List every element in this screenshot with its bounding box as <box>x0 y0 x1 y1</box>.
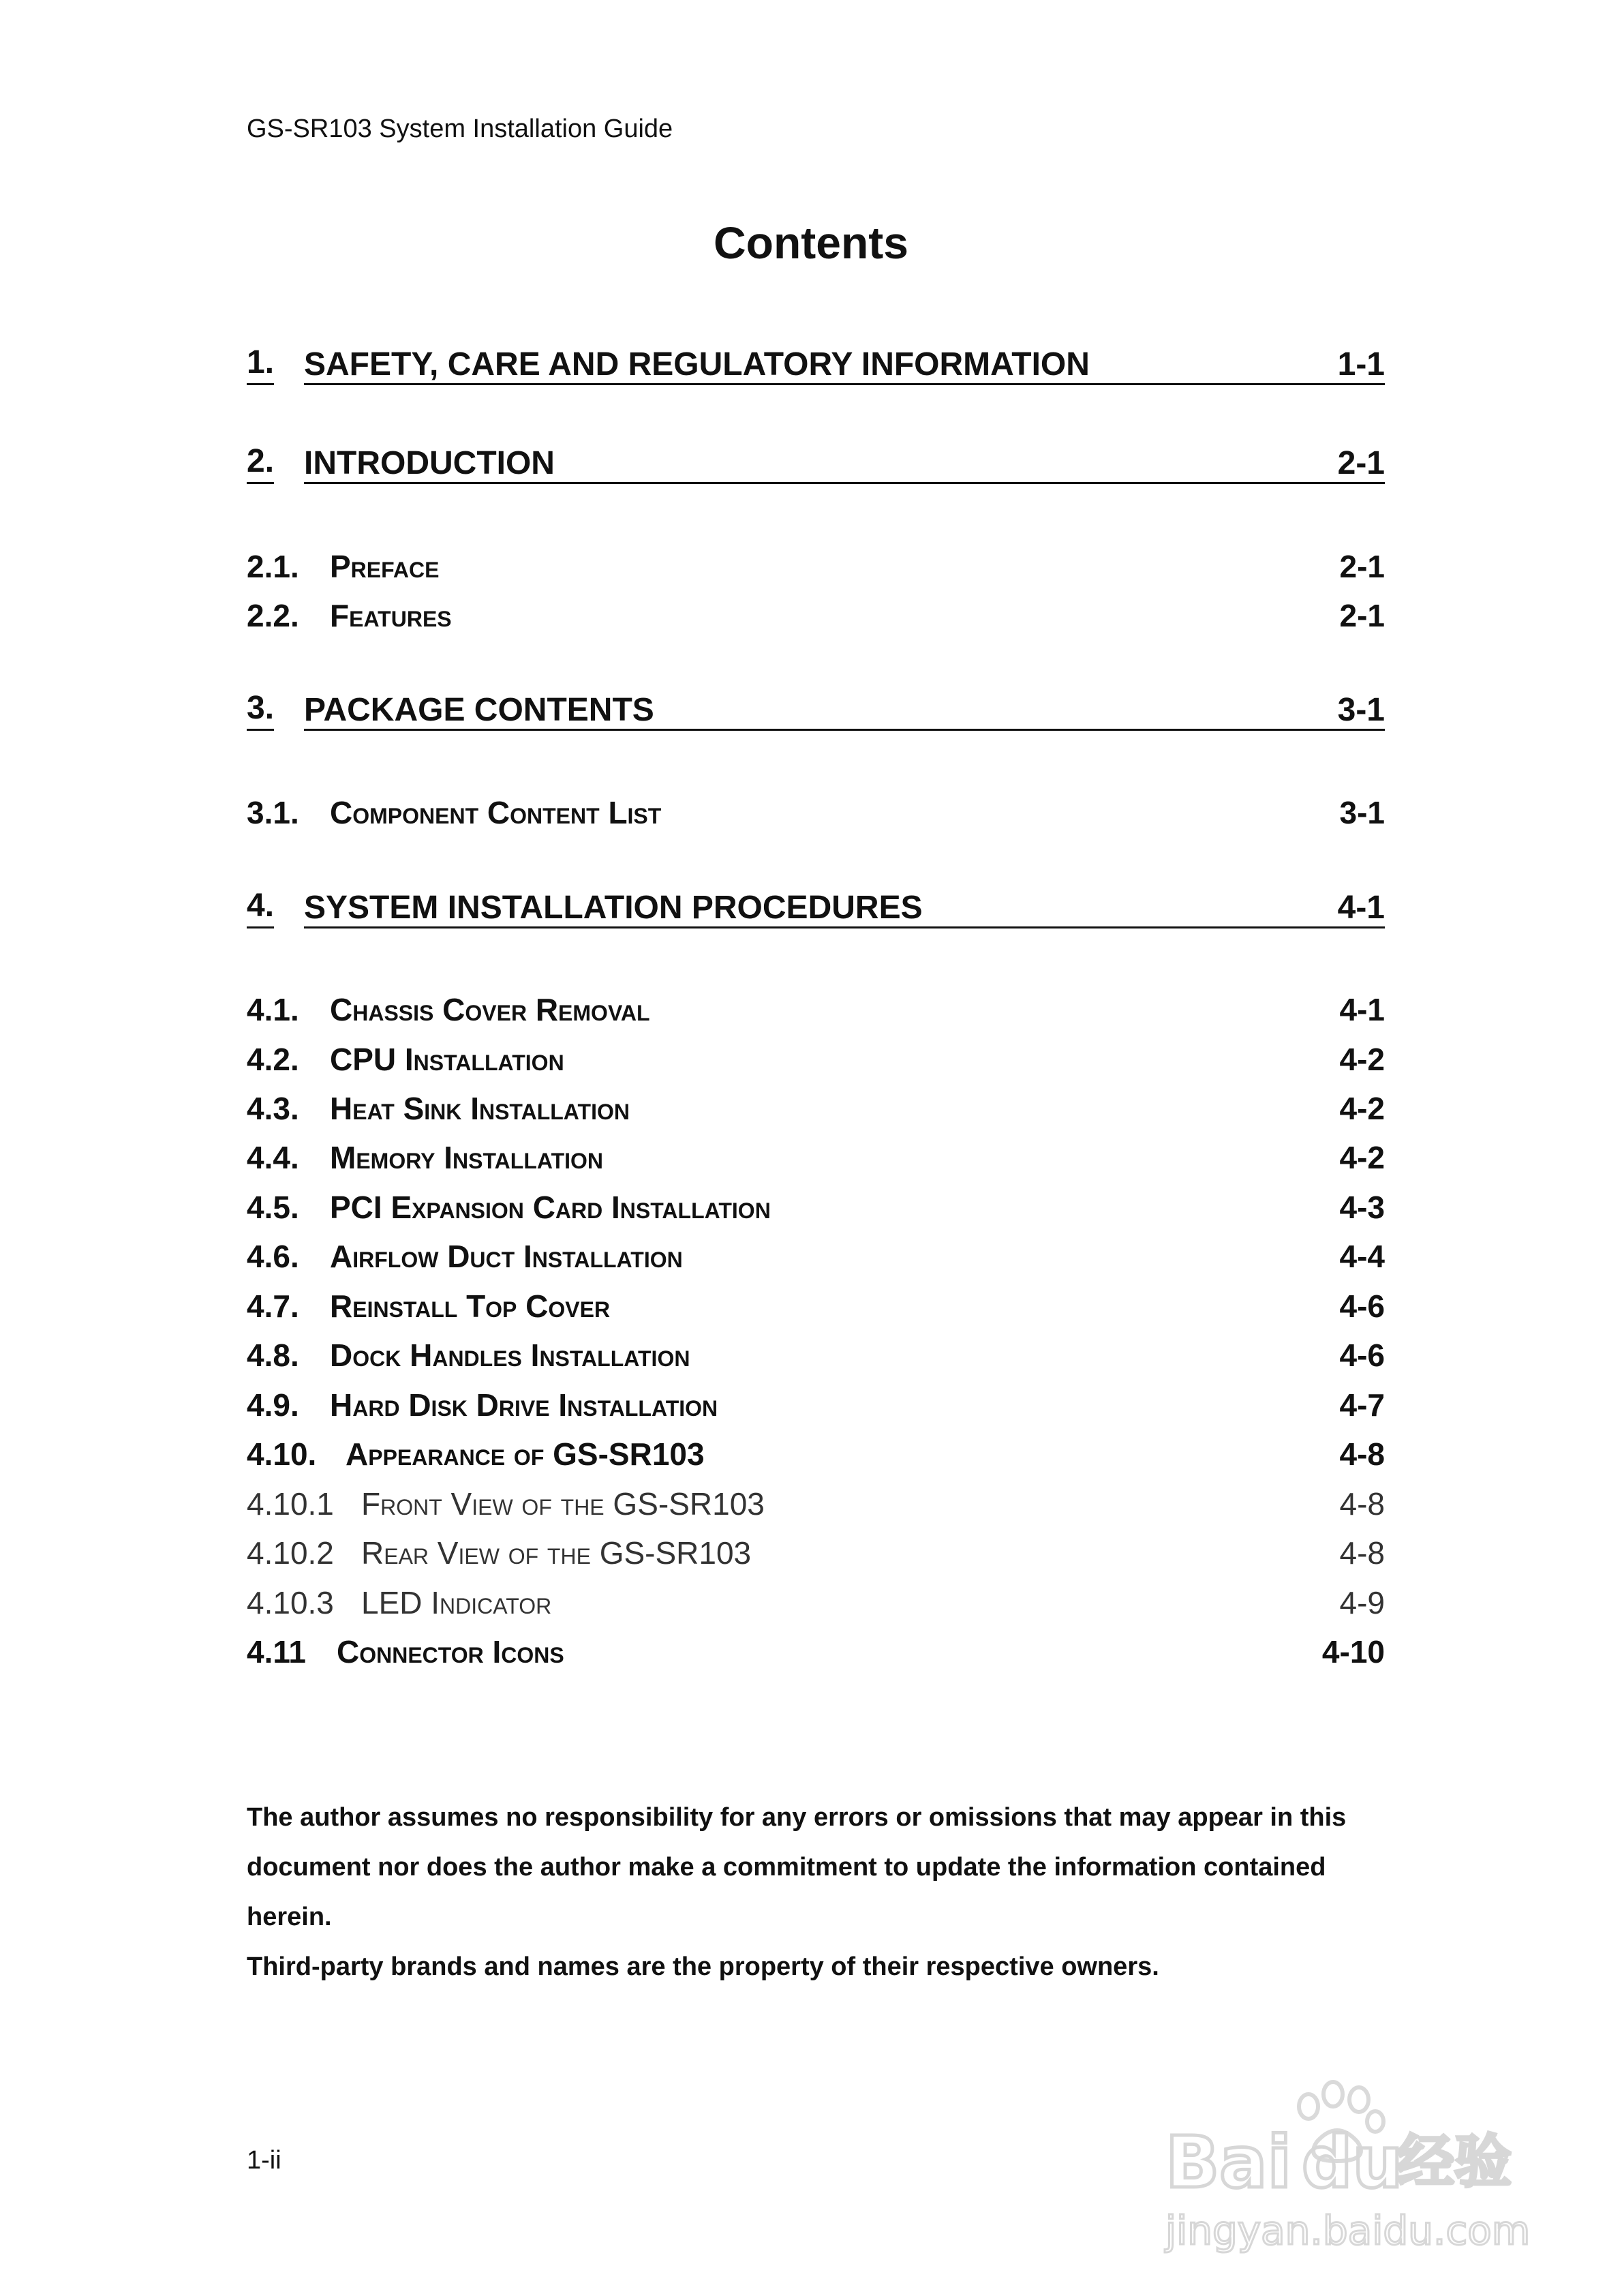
toc-section-4-6[interactable] <box>247 1233 1385 1276</box>
toc-label: Dock Handles Installation <box>330 1338 690 1373</box>
toc-page: 1-1 <box>1337 346 1385 382</box>
toc-label: PCI Expansion Card Installation <box>330 1190 771 1225</box>
toc-label: Memory Installation <box>330 1140 604 1175</box>
toc-page: 2-1 <box>1337 445 1385 481</box>
toc-page: 4-6 <box>1339 1338 1385 1373</box>
toc-label: INTRODUCTION <box>304 445 555 481</box>
toc-page: 4-10 <box>1321 1634 1385 1670</box>
toc-label: Rear View of the GS-SR103 <box>361 1535 752 1571</box>
toc-page: 4-1 <box>1339 992 1385 1027</box>
watermark-brand-2: du <box>1302 2121 1403 2204</box>
toc-number: 4.8. <box>247 1338 299 1373</box>
toc-number: 3.1. <box>247 795 299 830</box>
toc-section-4-1[interactable] <box>247 986 1385 1029</box>
toc-section-4-2[interactable] <box>247 1036 1385 1079</box>
toc-page: 2-1 <box>1339 598 1385 633</box>
toc-section-4-7[interactable] <box>247 1282 1385 1326</box>
toc-label: Preface <box>330 549 440 584</box>
toc-page: 4-8 <box>1339 1535 1385 1571</box>
toc-label: Connector Icons <box>337 1634 564 1670</box>
toc-section-2-1[interactable] <box>247 543 1385 586</box>
toc-page: 4-6 <box>1339 1288 1385 1324</box>
toc-section-4-4[interactable] <box>247 1134 1385 1177</box>
disclaimer-paragraph: The author assumes no responsibility for any errors or omissions that may appear in this document nor does the author make a commitment to update the information contained herein. <box>247 1803 1347 1931</box>
toc-section-2-2[interactable] <box>247 592 1385 635</box>
toc-label: Front View of the GS-SR103 <box>361 1486 765 1522</box>
toc-number: 4.2. <box>247 1042 299 1077</box>
toc-number: 4.1. <box>247 992 299 1027</box>
watermark-cn-label: 经验 <box>1397 2128 1512 2195</box>
toc-chapter-3[interactable] <box>247 690 1385 734</box>
toc-chapter-2[interactable] <box>247 443 1385 487</box>
toc-number: 4.10.1 <box>247 1486 334 1522</box>
toc-page: 4-8 <box>1339 1486 1385 1522</box>
page-number: 1-ii <box>247 2146 281 2175</box>
toc-subsection-4-10-2[interactable] <box>247 1529 1385 1573</box>
toc-section-4-11[interactable] <box>247 1628 1385 1672</box>
toc-label: Features <box>330 598 452 633</box>
toc-label: Heat Sink Installation <box>330 1091 630 1126</box>
toc-number: 2. <box>247 445 274 484</box>
toc-number: 4.10.3 <box>247 1585 334 1620</box>
toc-number: 4.3. <box>247 1091 299 1126</box>
toc-page: 4-3 <box>1339 1190 1385 1225</box>
toc-label: Appearance of GS-SR103 <box>346 1436 705 1472</box>
toc-page: 4-2 <box>1339 1140 1385 1175</box>
toc-number: 4.6. <box>247 1239 299 1274</box>
disclaimer <box>247 1793 1392 1992</box>
toc-page: 4-7 <box>1339 1387 1385 1423</box>
toc-number: 4.11 <box>247 1634 306 1670</box>
toc-page: 4-8 <box>1339 1436 1385 1472</box>
toc-page: 4-9 <box>1339 1585 1385 1620</box>
toc-label: Hard Disk Drive Installation <box>330 1387 718 1423</box>
toc-label: Component Content List <box>330 795 662 830</box>
toc-label: CPU Installation <box>330 1042 564 1077</box>
toc-page: 4-2 <box>1339 1091 1385 1126</box>
toc-label: LED Indicator <box>361 1585 552 1620</box>
toc-section-4-10[interactable] <box>247 1430 1385 1474</box>
toc-subsection-4-10-1[interactable] <box>247 1480 1385 1524</box>
toc-page: 4-4 <box>1339 1239 1385 1274</box>
toc-section-4-8[interactable] <box>247 1331 1385 1375</box>
toc-number: 3. <box>247 692 274 731</box>
toc-page: 2-1 <box>1339 549 1385 584</box>
page-title: Contents <box>714 217 908 268</box>
running-header: GS-SR103 System Installation Guide <box>247 115 673 143</box>
toc-label: Reinstall Top Cover <box>330 1288 611 1324</box>
toc-number: 2.2. <box>247 598 299 633</box>
toc-number: 4.4. <box>247 1140 299 1175</box>
watermark-url: jingyan.baidu.com <box>1165 2207 1531 2254</box>
toc-section-4-3[interactable] <box>247 1085 1385 1128</box>
toc-label: Chassis Cover Removal <box>330 992 650 1027</box>
toc-label: Airflow Duct Installation <box>330 1239 683 1274</box>
toc-subsection-4-10-3[interactable] <box>247 1579 1385 1622</box>
toc-number: 4.9. <box>247 1387 299 1423</box>
toc-label: SYSTEM INSTALLATION PROCEDURES <box>304 890 923 926</box>
toc-section-4-5[interactable] <box>247 1183 1385 1227</box>
toc-number: 4.10.2 <box>247 1535 334 1571</box>
watermark-brand: Bai <box>1165 2121 1292 2204</box>
toc-section-4-9[interactable] <box>247 1381 1385 1425</box>
toc-page: 4-1 <box>1337 890 1385 926</box>
toc-number: 4.10. <box>247 1436 317 1472</box>
toc-chapter-4[interactable] <box>247 888 1385 931</box>
toc-number: 4. <box>247 890 274 928</box>
toc-number: 1. <box>247 346 274 385</box>
toc-page: 4-2 <box>1339 1042 1385 1077</box>
baidu-jingyan-watermark <box>1159 2066 1540 2270</box>
toc-label: PACKAGE CONTENTS <box>304 692 654 728</box>
toc-number: 2.1. <box>247 549 299 584</box>
toc-page: 3-1 <box>1337 692 1385 728</box>
disclaimer-paragraph: Third-party brands and names are the property of their respective owners. <box>247 1952 1159 1981</box>
toc-chapter-1[interactable] <box>247 344 1385 388</box>
toc-section-3-1[interactable] <box>247 789 1385 832</box>
toc-number: 4.5. <box>247 1190 299 1225</box>
toc-label: SAFETY, CARE AND REGULATORY INFORMATION <box>304 346 1090 382</box>
toc-page: 3-1 <box>1339 795 1385 830</box>
toc-number: 4.7. <box>247 1288 299 1324</box>
